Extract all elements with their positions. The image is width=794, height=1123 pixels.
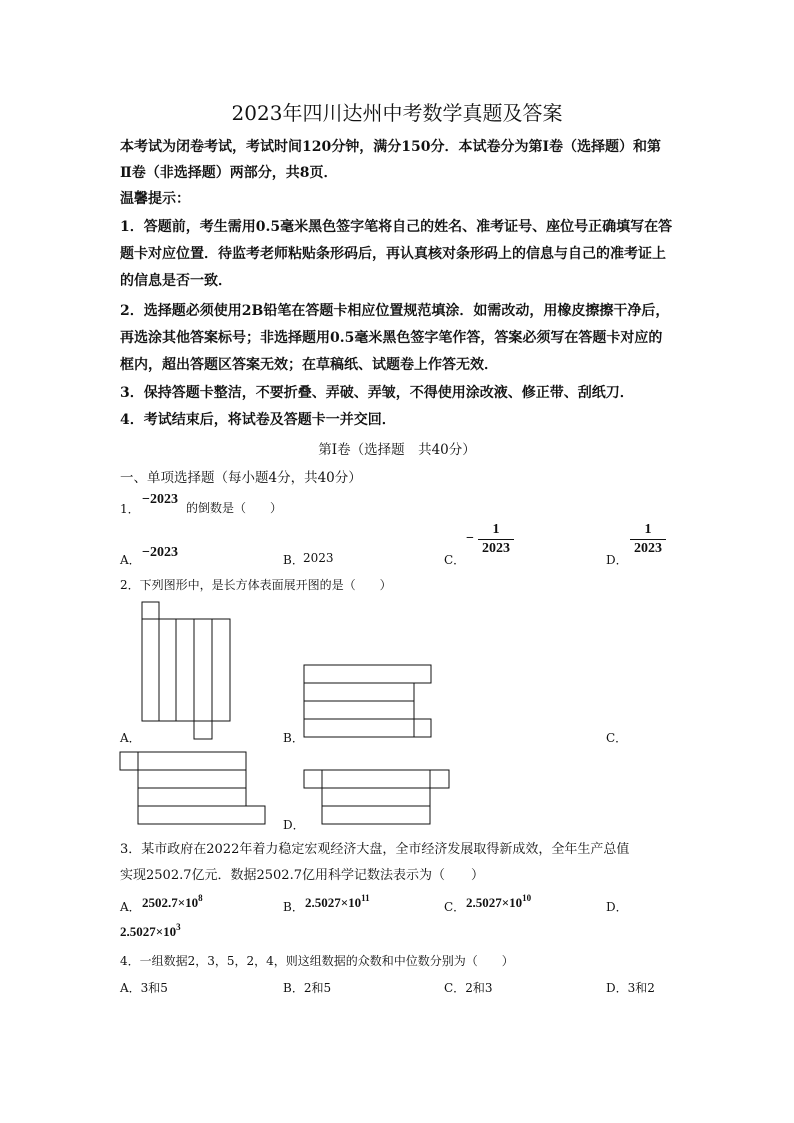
option-value: 2和3 [465, 981, 493, 995]
sci-exponent: 8 [198, 893, 203, 903]
option-value: 2和5 [303, 981, 332, 995]
figure-c-net [120, 752, 265, 824]
tip-line: 3．保持答题卡整洁，不要折叠、弄破、弄皱，不得使用涂改液、修正带、刮纸刀． [120, 385, 634, 401]
fraction-numerator: 1 [644, 522, 652, 537]
option-label: B． [283, 981, 304, 995]
q1-option-b-label: B． [283, 553, 304, 567]
sci-exponent: 10 [522, 893, 532, 903]
q3-line-2: 实现2502.7亿元．数据2502.7亿用科学记数法表示为（ ） [120, 868, 484, 883]
q3-option-a-label: A． [120, 900, 141, 914]
intro-line-2: Ⅱ卷（非选择题）两部分，共8页． [120, 165, 338, 181]
figure-b-net [304, 665, 431, 737]
q2-option-c-label: C． [606, 731, 628, 745]
sci-base: 2.5027×10 [466, 895, 523, 910]
q3-option-c-value [466, 893, 531, 911]
q1-option-d-label: D． [606, 553, 628, 567]
q4-option-a [120, 979, 168, 996]
sci-base: 2.5027×10 [120, 924, 177, 939]
figure-a-net [142, 602, 230, 739]
q3-option-d-label: D． [606, 900, 628, 914]
tip-line: 再选涂其他答案标号；非选择题用0.5毫米黑色签字笔作答，答案必须写在答题卡对应的 [120, 330, 663, 346]
q2-option-d-label: D． [283, 818, 305, 832]
option-label: D． [606, 981, 628, 995]
tip-line: 4．考试结束后，将试卷及答题卡一并交回． [120, 412, 396, 428]
fraction-denominator: 2023 [482, 541, 510, 556]
tips-heading: 温馨提示： [120, 191, 190, 207]
figure-d-net [304, 770, 449, 824]
q2-text: 2．下列图形中，是长方体表面展开图的是（ ） [120, 578, 392, 592]
q4-option-c [444, 979, 492, 996]
q4-text: 4．一组数据2，3，5，2，4，则这组数据的众数和中位数分别为（ ） [120, 954, 514, 968]
sci-exponent: 11 [361, 893, 370, 903]
q1-option-c-sign: − [466, 531, 474, 546]
q1-option-a-value: −2023 [142, 545, 178, 560]
part1-heading: 第Ⅰ卷（选择题 共40分） [318, 442, 476, 458]
q3-option-c-label: C． [444, 900, 466, 914]
option-label: C． [444, 981, 466, 995]
q1-expression: −2023 [142, 492, 178, 507]
q1-text: 的倒数是（ ） [186, 501, 283, 515]
option-label: A． [120, 981, 141, 995]
q2-option-a-label: A． [120, 731, 141, 745]
q3-option-b-value [305, 893, 370, 911]
page-title: 2023年四川达州中考数学真题及答案 [231, 101, 563, 125]
q4-option-b [283, 979, 331, 996]
q3-option-d-value [120, 922, 181, 940]
q1-option-a-label: A． [120, 553, 141, 567]
tip-line: 题卡对应位置．待监考老师粘贴条形码后，再认真核对条形码上的信息与自己的准考证上 [120, 246, 666, 262]
fraction-denominator: 2023 [634, 541, 662, 556]
fraction-numerator: 1 [492, 522, 500, 537]
section1-heading: 一、单项选择题（每小题4分，共40分） [120, 470, 362, 486]
tip-line: 1．答题前，考生需用0.5毫米黑色签字笔将自己的姓名、准考证号、座位号正确填写在答 [120, 219, 673, 235]
intro-line-1: 本考试为闭卷考试，考试时间120分钟，满分150分．本试卷分为第Ⅰ卷（选择题）和第 [120, 139, 661, 155]
q3-option-a-value [142, 893, 203, 911]
q3-option-b-label: B． [283, 900, 304, 914]
sci-base: 2502.7×10 [142, 895, 199, 910]
q1-option-b-value: 2023 [303, 551, 334, 565]
q3-line-1: 3．某市政府在2022年着力稳定宏观经济大盘，全市经济发展取得新成效，全年生产总值 [120, 842, 630, 857]
q4-option-d [606, 979, 655, 996]
sci-exponent: 3 [176, 922, 181, 932]
q2-option-b-label: B． [283, 731, 304, 745]
option-value: 3和2 [627, 981, 655, 995]
tip-line: 框内，超出答题区答案无效；在草稿纸、试题卷上作答无效． [120, 357, 498, 373]
q1-number: 1． [120, 502, 140, 516]
tip-line: 2．选择题必须使用2B铅笔在答题卡相应位置规范填涂．如需改动，用橡皮擦擦干净后， [120, 303, 670, 319]
tip-line: 的信息是否一致． [120, 273, 232, 289]
option-value: 3和5 [140, 981, 168, 995]
sci-base: 2.5027×10 [305, 895, 362, 910]
q1-option-c-label: C． [444, 553, 466, 567]
